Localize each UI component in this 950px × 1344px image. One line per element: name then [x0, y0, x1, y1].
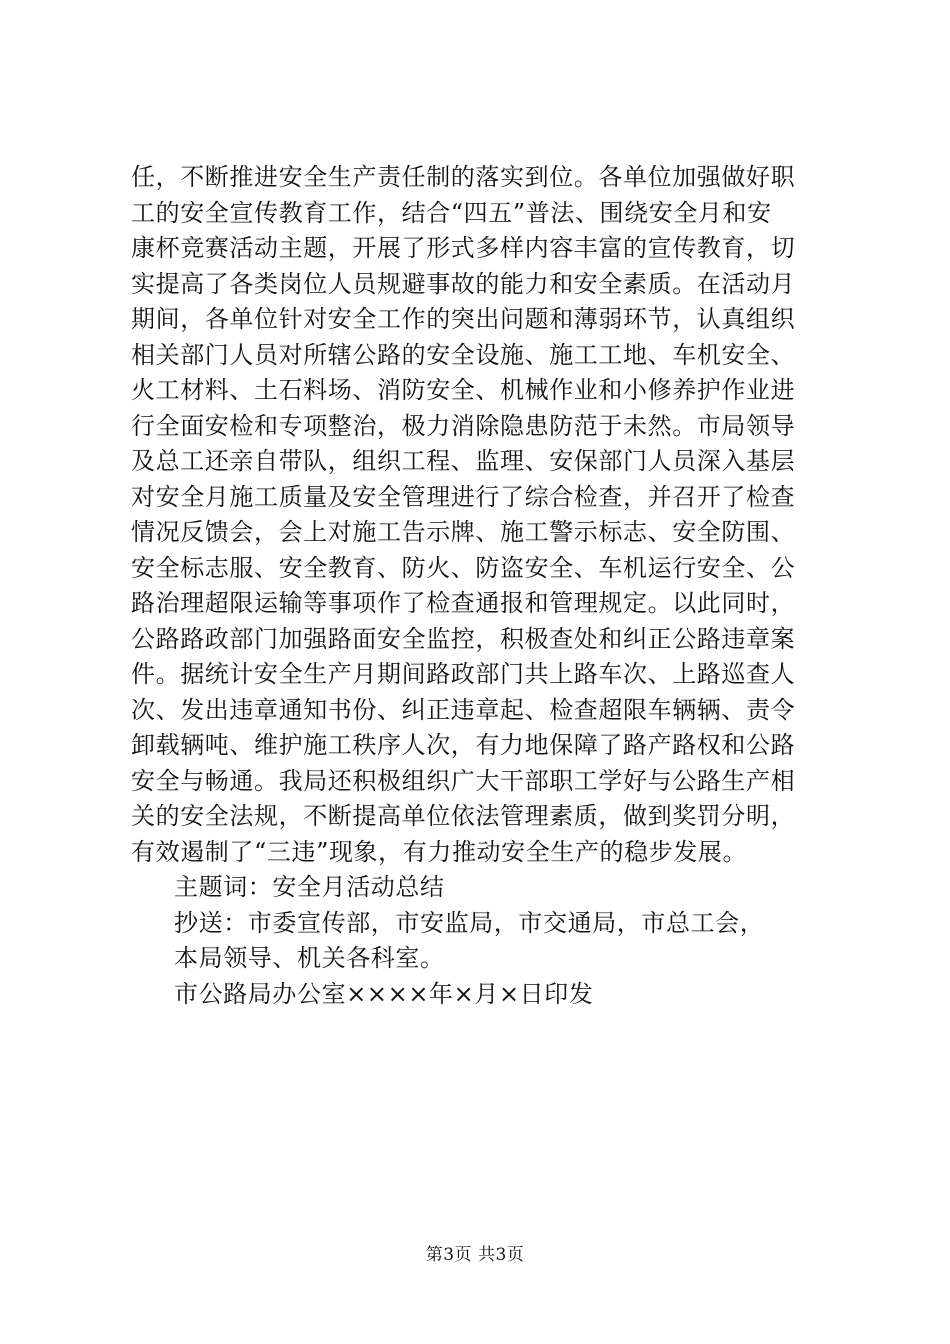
- body-line: 实提高了各类岗位人员规避事故的能力和安全素质。在活动月: [131, 269, 796, 298]
- body-line: 有效遏制了“三违”现象，有力推动安全生产的稳步发展。: [131, 837, 748, 866]
- body-line: 安全与畅通。我局还积极组织广大干部职工学好与公路生产相: [131, 766, 796, 795]
- body-line: 路治理超限运输等事项作了检查通报和管理规定。以此同时，: [131, 589, 796, 617]
- body-line: 火工材料、土石料场、消防安全、机械作业和小修养护作业进: [131, 376, 796, 404]
- cc-line: 抄送：市委宣传部，市安监局，市交通局，市总工会，: [174, 908, 765, 937]
- document-body: [131, 160, 831, 1012]
- body-line: 期间，各单位针对安全工作的突出问题和薄弱环节，认真组织: [131, 305, 796, 333]
- body-line: 关的安全法规，不断提高单位依法管理素质，做到奖罚分明，: [131, 802, 796, 830]
- body-line: 对安全月施工质量及安全管理进行了综合检查，并召开了检查: [131, 482, 796, 511]
- body-line: 公路路政部门加强路面安全监控，积极查处和纠正公路违章案: [131, 624, 796, 653]
- body-line: 康杯竞赛活动主题，开展了形式多样内容丰富的宣传教育，切: [131, 234, 796, 262]
- body-line: 工的安全宣传教育工作，结合“四五”普法、围绕安全月和安: [131, 198, 772, 227]
- body-line: 任，不断推进安全生产责任制的落实到位。各单位加强做好职: [131, 163, 796, 191]
- issuer-line: 市公路局办公室××××年×月×日印发: [174, 979, 594, 1008]
- body-line: 次、发出违章通知书份、纠正违章起、检查超限车辆辆、责令: [131, 695, 796, 724]
- body-line: 及总工还亲自带队，组织工程、监理、安保部门人员深入基层: [131, 447, 796, 475]
- body-line: 相关部门人员对所辖公路的安全设施、施工工地、车机安全、: [131, 340, 796, 369]
- body-line: 情况反馈会，会上对施工告示牌、施工警示标志、安全防围、: [131, 518, 796, 546]
- body-line: 卸载辆吨、维护施工秩序人次，有力地保障了路产路权和公路: [131, 731, 796, 759]
- keywords-line: 主题词：安全月活动总结: [174, 873, 445, 901]
- body-line: 件。据统计安全生产月期间路政部门共上路车次、上路巡查人: [131, 660, 796, 688]
- body-line: 行全面安检和专项整治，极力消除隐患防范于未然。市局领导: [131, 411, 796, 440]
- cc-line-continued: 本局领导、机关各科室。: [174, 944, 445, 972]
- body-line: 安全标志服、安全教育、防火、防盗安全、车机运行安全、公: [131, 553, 796, 582]
- page-footer: 第3页 共3页: [425, 1245, 525, 1265]
